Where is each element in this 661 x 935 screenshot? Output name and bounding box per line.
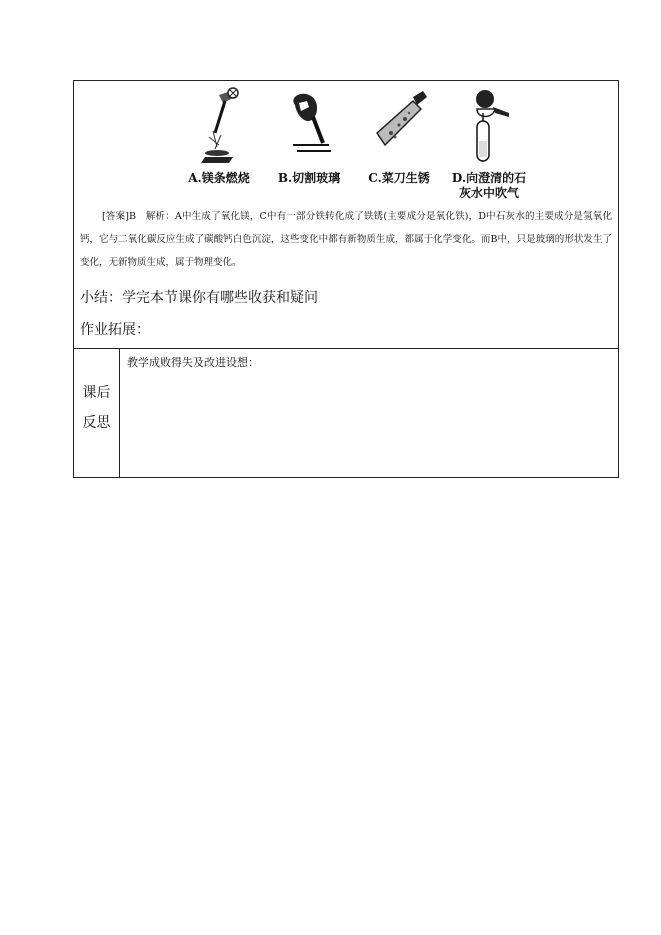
- figure-b: [264, 87, 354, 186]
- figure-d: [444, 87, 534, 201]
- rusty-knife-icon: [369, 87, 429, 167]
- lesson-table: [73, 80, 619, 478]
- figure-c: [354, 87, 444, 186]
- homework-line: 作业拓展：: [80, 322, 150, 338]
- blowing-limewater-icon: [459, 87, 519, 167]
- reflection-label-line-1: 课后: [82, 385, 111, 401]
- figure-caption: A.镁条燃烧: [188, 171, 250, 185]
- reflection-title: 教学成败得失及改进设想：: [127, 356, 259, 369]
- reflection-label-line-2: 反思: [82, 415, 111, 431]
- glass-cutting-icon: [279, 87, 339, 167]
- row-divider: [74, 348, 618, 349]
- column-divider: [119, 348, 120, 477]
- answer-paragraph: [答案]B 解析：A中生成了氧化镁，C中有一部分铁转化成了铁锈(主要成分是氧化铁)，D中石灰水的主要成分是氢氧化钙，它与二氧化碳反应生成了碳酸钙白色沉淀，这些变化中都有新物质生成，都属于化学变化。而B中，只是玻璃的形状发生了变化，无新物质生成，属于物理变化。: [80, 211, 612, 268]
- reflection-label: [74, 378, 119, 438]
- magnesium-burning-icon: [189, 87, 249, 167]
- experiment-figures: [74, 87, 618, 199]
- figure-caption: D.向澄清的石 灰水中吹气: [451, 171, 527, 200]
- figure-caption: C.菜刀生锈: [368, 171, 430, 185]
- figure-caption: B.切割玻璃: [277, 171, 341, 185]
- summary-line: 小结：学完本节课你有哪些收获和疑问: [80, 290, 318, 306]
- figure-a: [174, 87, 264, 186]
